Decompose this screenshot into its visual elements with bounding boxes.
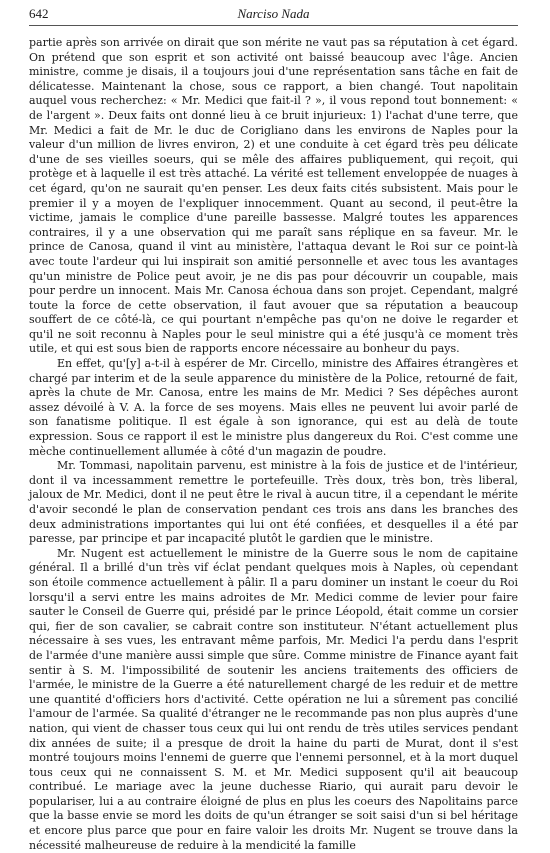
page-header	[29, 4, 518, 28]
header-rule	[29, 25, 518, 26]
paragraph-2: En effet, qu'[y] a-t-il à espérer de Mr. Circello, ministre des Affaires étrangères et chargé par interim et de la seule apparence du ministère de la Police, retourné de fait, après la chute de Mr. Canosa, entre les mains de Mr. Medici ? Ses dépêches auront assez dévoilé à V. A. la force de ses moyens. Mais elles ne peuvent lui avoir parlé de son fanatisme politique. Il est égale à son ignorance, qui est au delà de toute expression. Sous ce rapport il est le ministre plus dangereux du Roi. C'est comme une mèche continuellement allumée à côté d'un magazin de poudre.	[29, 357, 518, 458]
paragraph-1: partie après son arrivée on dirait que son mérite ne vaut pas sa réputation à cet égard. On prétend que son esprit et son activité ont baissé beaucoup avec l'âge. Ancien ministre, comme je disais, il a toujours joui d'une représentation sans tâche en fait de délicatesse. Maintenant la chose, sous ce rapport, a bien changé. Tout napolitain auquel vous recherchez: « Mr. Medici que fait-il ? », il vous repond tout bonnement: « de l'argent ». Deux faits ont donné lieu à ce bruit injurieux: 1) l'achat d'une terre, que Mr. Medici a fait de Mr. le duc de Corigliano dans les environs de Naples pour la valeur d'un million de livres environ, 2) et une conduite à cet égard très peu délicate d'une de ses vieilles soeurs, qui se mêle des affaires publiquement, qui reçoit, qui protège et à laquelle il est très attaché. La vérité est tellement enveloppée de nuages à cet égard, qu'on ne saurait qu'en penser. Les deux faits cités subsistent. Mais pour le premier il y a moyen de l'expliquer innocemment. Quant au second, il peut-être la victime, jamais le complice d'une pareille bassesse. Malgré toutes les apparences contraires, il y a une observation qui me paraît sans réplique en sa faveur. Mr. le prince de Canosa, quand il vint au ministère, l'attaqua devant le Roi sur ce point-là avec toute l'ardeur qui lui inspirait son amitié personnelle et avec tous les avantages qu'un ministre de Police peut avoir, je ne dis pas pour découvrir un coupable, mais pour perdre un innocent. Mais Mr. Canosa échoua dans son projet. Cependant, malgré toute la force de cette observation, il faut avouer que sa réputation a beaucoup souffert de ce côté-là, ce qui pourtant n'empêche pas qu'on ne doive le regarder et qu'il ne soit reconnu à Naples pour le seul ministre qui a été jusqu'à ce moment très utile, et qui est sous bien de rapports encore nécessaire au bonheur du pays.	[29, 36, 518, 356]
page-number: 642	[29, 6, 49, 21]
body-text	[29, 36, 518, 853]
running-title: Narciso Nada	[237, 6, 310, 21]
paragraph-3: Mr. Tommasi, napolitain parvenu, est ministre à la fois de justice et de l'intérieur, dont il va incessamment remettre le portefeuille. Très doux, très bon, très liberal, jaloux de Mr. Medici, dont il ne peut être le rival à aucun titre, il a cependant le mérite d'avoir secondé le plan de conservation pendant ces trois ans dans les branches des deux administrations importantes qui lui ont été confiées, et desquelles il a été par paresse, par principe et par incapacité plutôt le gardien que le ministre.	[29, 459, 518, 546]
paragraph-4: Mr. Nugent est actuellement le ministre de la Guerre sous le nom de capitaine général. Il a brillé d'un très vif éclat pendant quelques mois à Naples, où cependant son étoile commence actuellement à pâlir. Il a paru dominer un instant le coeur du Roi lorsqu'il a servi entre les mains adroites de Mr. Medici comme de levier pour faire sauter le Conseil de Guerre qui, présidé par le prince Léopold, était comme un corsier qui, fier de son cavalier, se cabrait contre son instituteur. N'étant actuellement plus nécessaire à ses vues, les entravant même parfois, Mr. Medici l'a perdu dans l'esprit de l'armée d'une manière aussi simple que sûre. Comme ministre de Finance ayant fait sentir à S. M. l'impossibilité de soutenir les anciens traitements des officiers de l'armée, le ministre de la Guerre a été naturellement chargé de les reduir et de mettre une quantité d'officiers hors d'activité. Cette opération ne lui a sûrement pas concilié l'amour de l'armée. Sa qualité d'étranger ne le recommande pas non plus auprès d'une nation, qui vient de chasser tous ceux qui lui ont rendu de très utiles services pendant dix années de suite; il a presque de droit la haine du parti de Murat, dont il s'est montré toujours moins l'ennemi de guerre que l'ennemi personnel, et à la mort duquel tous ceux qui ne connaissent S. M. et Mr. Medici supposent qu'il ait beaucoup contribué. Le mariage avec la jeune duchesse Riario, qui aurait paru devoir le populariser, lui a au contraire éloigné de plus en plus les coeurs des Napolitains parce que la basse envie se mord les doits de qu'un étranger se soit saisi d'un si bel héritage et encore plus parce que pour en faire valoir les droits Mr. Nugent se trouve dans la nécessité malheureuse de reduire à la mendicité la famille	[29, 546, 518, 852]
